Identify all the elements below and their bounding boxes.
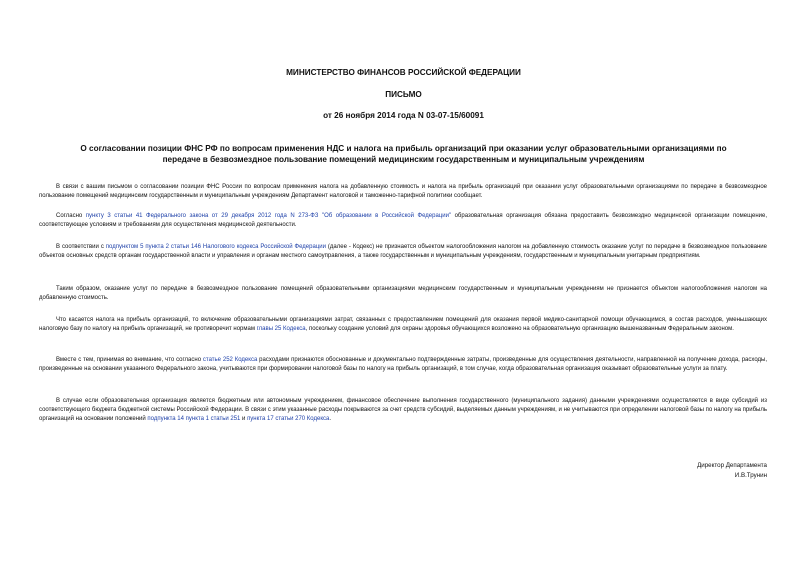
paragraph-5-text-1: Что касается налога на прибыль организаций, то включение образовательными организациями затрат, связанных с предоставлением помещений для оказания первой медико-санитарной помощи обучающимся, в состав расходов, уменьшающих налоговую базу по налогу на прибыль организаций, не противоречит нормам	[39, 317, 767, 332]
paragraph-6	[39, 356, 767, 374]
paragraph-7-text-1: В случае если образовательная организация является бюджетным или автономным учреждением, финансовое обеспечение выполнения государственного (муниципального задания) данными учреждениями осуществляется в виде субсидий из соответствующего бюджета бюджетной системы Российской Федерации. В связи с этим указанные расходы покрываются за счет средств субсидий, выделяемых данным учреждениям, и не учитываются при определении налоговой базы по налогу на прибыль организаций на основании положений	[39, 398, 767, 422]
ministry-title: МИНИСТЕРСТВО ФИНАНСОВ РОССИЙСКОЙ ФЕДЕРАЦИИ	[286, 68, 521, 77]
document-type: ПИСЬМО	[385, 90, 422, 99]
signature-name: И.В.Трунин	[734, 472, 767, 479]
link-article-251[interactable]: подпункта 14 пункта 1 статьи 251	[147, 416, 241, 422]
signature-position: Директор Департамента	[697, 462, 767, 469]
paragraph-5-text-2: , поскольку создание условий для охраны здоровья обучающихся возложено на образовательную организацию вышеназванным Федеральным законом.	[305, 326, 734, 332]
link-law-273-fz[interactable]: пункту 3 статьи 41 Федерального закона от 29 декабря 2012 года N 273-ФЗ "Об образовании в Российской Федерации"	[85, 213, 452, 219]
paragraph-4: Таким образом, оказание услуг по передаче в безвозмездное пользование помещений образовательными организациями медицинским государственным и муниципальным учреждениям не признается объектом налогообложения налогом на добавленную стоимость.	[39, 286, 767, 301]
document-subject: О согласовании позиции ФНС РФ по вопросам применения НДС и налога на прибыль организаций при оказании услуг образовательными организациями по передаче в безвозмездное пользование помещений медицинским государственным и муниципальным учреждениям	[80, 144, 727, 164]
paragraph-2	[39, 212, 767, 230]
paragraph-2-text-2: образовательная организация обязана предоставить безвозмездно медицинской организации помещение, соответствующее условиям и требованиям для осуществления медицинской деятельности.	[39, 213, 767, 228]
paragraph-1: В связи с вашим письмом о согласовании позиции ФНС России по вопросам применения налога на добавленную стоимость и налога на прибыль организаций при оказании услуг образовательными организациями по передаче в безвозмездное пользование помещений медицинским государственным и муниципальным учреждениям Департамент налоговой и таможенно-тарифной политики сообщает.	[39, 184, 767, 199]
paragraph-6-text-2: расходами признаются обоснованные и документально подтвержденные затраты, произведенные для осуществления деятельности, направленной на получение дохода, расходы, произведенные на основании указанного Федерального закона, учитываются при формировании налоговой базы по налогу на прибыль организаций, в том случае, когда образовательная организация оказывает образовательные услуги за плату.	[39, 357, 767, 372]
paragraph-3-text-1: В соответствии с	[56, 244, 106, 250]
document-date-number: от 26 ноября 2014 года N 03-07-15/60091	[323, 111, 484, 120]
link-article-270[interactable]: пункта 17 статьи 270 Кодекса	[247, 416, 330, 422]
paragraph-7-text-3: .	[329, 416, 332, 422]
link-article-252[interactable]: статье 252 Кодекса	[202, 357, 258, 363]
link-tax-code-article-146[interactable]: подпунктом 5 пункта 2 статьи 146 Налогового кодекса Российской Федерации	[105, 244, 326, 250]
paragraph-3	[39, 243, 767, 261]
paragraph-7-text-2: и	[240, 416, 248, 422]
paragraph-2-text-1: Согласно	[56, 213, 86, 219]
paragraph-7	[39, 397, 767, 424]
paragraph-5	[39, 316, 767, 334]
link-chapter-25[interactable]: главы 25 Кодекса	[256, 326, 306, 332]
paragraph-6-text-1: Вместе с тем, принимая во внимание, что согласно	[56, 357, 203, 363]
paragraph-3-text-2: (далее - Кодекс) не признается объектом налогообложения налогом на добавленную стоимость оказание услуг по передаче в безвозмездное пользование объектов основных средств органам государственной власти и управления и органам местного самоуправления, а также государственным и муниципальным учреждениям, государственным и муниципальным унитарным предприятиям.	[39, 244, 767, 259]
